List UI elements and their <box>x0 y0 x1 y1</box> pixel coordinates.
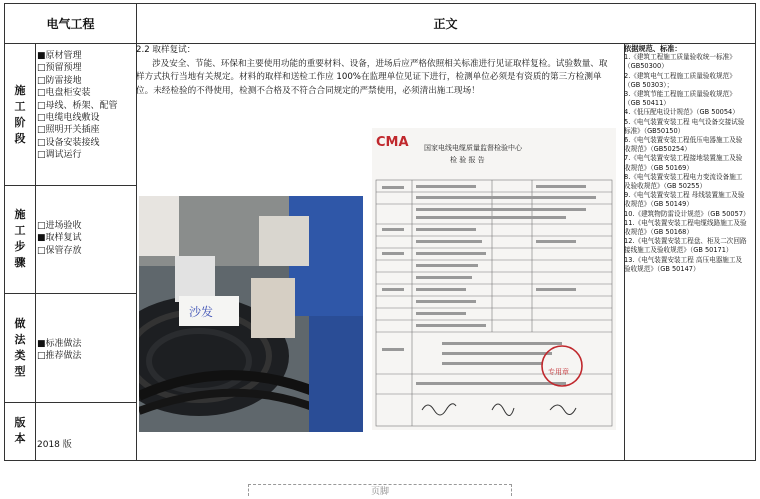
unchecked-box-icon: □ <box>37 221 46 231</box>
section-name-text: 做 法 类 型 <box>14 316 26 378</box>
main-heading: 2.2 取样复试： <box>136 45 196 55</box>
version-item-list <box>37 439 133 451</box>
reference-item: 12.《电气装置安装工程盘、柜及二次回路接线施工及验收规范》（GB 50171） <box>624 237 747 255</box>
unchecked-box-icon: □ <box>37 88 46 99</box>
section-name-version <box>5 402 35 460</box>
inspection-report-image <box>372 128 616 430</box>
section-name-text: 版 本 <box>14 416 26 445</box>
checklist-item-label: 标准做法 <box>45 339 82 349</box>
divider <box>35 44 36 460</box>
checklist-item-label: 母线、桥架、配管 <box>45 100 118 111</box>
checklist-item-label: 进场验收 <box>45 221 82 231</box>
reference-title: 依据规范、标准： <box>624 44 682 53</box>
cma-logo: CMA <box>376 135 409 150</box>
checklist-item-label: 预留预埋 <box>45 63 82 74</box>
reference-item: 4.《低压配电设计规范》（GB 50054） <box>624 108 739 117</box>
reference-item: 9.《电气装置安装工程 母线装置施工及验收规范》（GB 50149） <box>624 191 745 209</box>
checklist-item <box>37 87 133 99</box>
unchecked-box-icon: □ <box>37 113 46 124</box>
reference-item: 11.《电气装置安装工程电缆线路施工及验收规范》（GB 50168） <box>624 218 747 237</box>
checked-box-icon: ■ <box>37 233 46 244</box>
reference-item: 3.《建筑节能工程施工质量验收规范》（GB 50411） <box>624 90 736 108</box>
reference-item: 8.《电气装置安装工程电力变流设备施工及验收规范》（GB 50255） <box>624 172 743 191</box>
stage-item-list <box>37 50 133 162</box>
report-stamp: 专用章 <box>548 368 569 376</box>
reference-item: 5.《电气装置安装工程 电气设备交接试验标准》（GB50150） <box>624 117 745 135</box>
checklist-item <box>37 50 133 62</box>
checked-box-icon: ■ <box>37 51 46 61</box>
checklist-item-label: 电缆电线敷设 <box>45 113 100 124</box>
unchecked-box-icon: □ <box>37 63 46 74</box>
checklist-item <box>37 100 133 112</box>
checklist-item <box>37 220 133 232</box>
checked-box-icon: ■ <box>37 339 46 349</box>
sample-tag-label: 沙发 <box>189 305 214 319</box>
checklist-item <box>37 439 133 451</box>
checklist-item <box>37 338 133 350</box>
reference-item: 10.《建筑物防雷设计规范》（GB 50057） <box>624 209 750 218</box>
section-name-text: 施 工 阶 段 <box>14 83 26 145</box>
section-name-text: 施 工 步 骤 <box>14 208 26 269</box>
method-item-list <box>37 338 133 363</box>
checklist-item-label: 电盘柜安装 <box>45 88 91 99</box>
report-title: 检 验 报 告 <box>450 156 485 164</box>
section-name-steps <box>5 185 35 293</box>
checklist-item <box>37 112 133 124</box>
checklist-item <box>37 137 133 149</box>
checklist-item-label: 推荐做法 <box>45 351 82 362</box>
unchecked-box-icon: □ <box>37 100 46 111</box>
footer: 页脚 <box>248 484 512 496</box>
unchecked-box-icon: □ <box>37 125 46 136</box>
report-org: 国家电线电缆质量监督检验中心 <box>424 144 522 152</box>
checklist-item-label: 取样复试 <box>45 233 82 244</box>
reference-item: 1.《建筑工程施工质量验收统一标准》（GB50300） <box>624 53 736 71</box>
checklist-item-label: 保管存放 <box>45 245 82 256</box>
cable-sampling-photo <box>139 196 363 432</box>
checklist-item-label: 设备安装接线 <box>45 137 100 148</box>
checklist-item-label: 调试运行 <box>45 150 82 161</box>
unchecked-box-icon: □ <box>37 150 46 161</box>
reference-list <box>624 44 748 274</box>
unchecked-box-icon: □ <box>37 351 46 362</box>
reference-item: 13.《电气装置安装工程 高压电器施工及验收规范》（GB 50147） <box>624 255 743 273</box>
section-name-method <box>5 293 35 402</box>
unchecked-box-icon: □ <box>37 75 46 86</box>
checklist-item <box>37 350 133 362</box>
main-text <box>136 44 616 98</box>
checklist-item <box>37 124 133 136</box>
header-right-title: 正文 <box>136 4 755 44</box>
checklist-item <box>37 245 133 257</box>
checklist-item <box>37 232 133 244</box>
checklist-item-label: 防雷接地 <box>45 75 82 86</box>
checklist-item-label: 原材管理 <box>45 51 82 61</box>
unchecked-box-icon: □ <box>37 245 46 256</box>
unchecked-box-icon: □ <box>37 137 46 148</box>
header-left-title: 电气工程 <box>5 4 136 44</box>
reference-item: 7.《电气装置安装工程接地装置施工及验收规范》（GB 50169） <box>624 154 743 172</box>
checklist-item <box>37 62 133 74</box>
reference-item: 2.《建筑电气工程施工质量验收规范》（GB 50303）； <box>624 71 736 89</box>
main-paragraph: 涉及安全、节能、环保和主要使用功能的重要材料、设备，进场后应严格依照相关标准进行见证取样复检。试验数量、取样方式执行当地有关规定。材料的取样和送检工作应 100%在监理单位见证下进行，检测单位必须是有资质的第三方检测单位。未经检验的不得使用，检测不合格及不符合合同规定的严禁使用，必须清出施工现场！ <box>136 58 608 96</box>
checklist-item <box>37 149 133 161</box>
checklist-item-label: 2018 版 <box>37 440 72 450</box>
checklist-item <box>37 75 133 87</box>
reference-item: 6.《电气装置安装工程低压电器施工及验收规范》（GB50254） <box>624 136 743 154</box>
section-name-stage <box>5 44 35 185</box>
checklist-item-label: 照明开关插座 <box>45 125 100 136</box>
step-item-list <box>37 220 133 257</box>
